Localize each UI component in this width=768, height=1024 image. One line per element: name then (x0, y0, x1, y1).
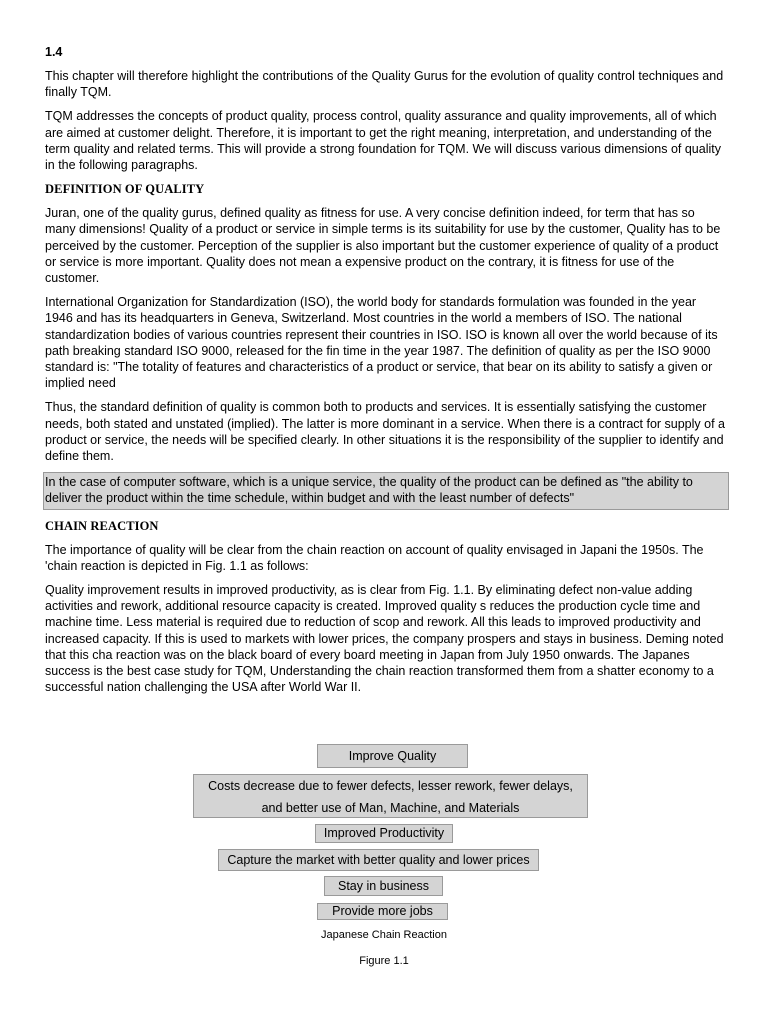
paragraph-tqm: TQM addresses the concepts of product quality, process control, quality assurance and quality improvements, all of which are aimed at customer delight. Therefore, it is important to get the right meaning, interpretation, and understanding of the term quality and related terms. This will provide a strong foundation for TQM. We will discuss various dimensions of quality in the following paragraphs. (45, 109, 721, 173)
diagram-box-improve-quality (317, 744, 468, 768)
figure-label: Figure 1.1 (359, 955, 409, 967)
diagram-box-costs-decrease (193, 774, 588, 818)
heading-definition-of-quality: DEFINITION OF QUALITY (45, 182, 205, 197)
diagram-box-label: Improved Productivity (323, 826, 445, 840)
diagram-box-label: Provide more jobs (332, 904, 433, 918)
diagram-box-label: Improve Quality (348, 749, 437, 763)
diagram-box-stay-in-business (324, 876, 443, 896)
diagram-box-label-line1: Costs decrease due to fewer defects, lesser rework, fewer delays, (208, 779, 573, 793)
paragraph-chain-intro: The importance of quality will be clear from the chain reaction on account of quality envisaged in Japani the 1950s. The 'chain reaction is depicted in Fig. 1.1 as follows: (45, 542, 704, 573)
highlighted-software-quality-note: In the case of computer software, which is a unique service, the quality of the product can be defined as "the ability to deliver the product within the time schedule, within budget and with the least number of defects" (43, 472, 729, 509)
diagram-box-label: Stay in business (337, 879, 430, 893)
section-number: 1.4 (45, 45, 63, 59)
paragraph-iso: International Organization for Standardization (ISO), the world body for standards formulation was founded in the year 1946 and has its headquarters in Geneva, Switzerland. Most countries in the world a members of ISO. The national standardization bodies of various countries represent their countries in ISO. ISO is known all over the world because of its path breaking standard ISO 9000, released for the fin time in the year 1987. The definition of quality as per the ISO 9000 standard is: "The totality of features and characteristics of a product or service, that bear on its ability to satisfy a given or implied need (45, 295, 718, 391)
paragraph-standard-definition: Thus, the standard definition of quality is common both to products and services. It is essentially satisfying the customer needs, both stated and unstated (implied). The latter is more dominant in a service. When there is a contract for supply of a product or service, the needs will be specified clearly. In other situations it is the responsibility of the supplier to identify and define them. (45, 400, 725, 464)
paragraph-intro: This chapter will therefore highlight the contributions of the Quality Gurus for the evolution of quality control techniques and finally TQM. (45, 69, 724, 100)
diagram-box-label: Capture the market with better quality and lower prices (227, 853, 530, 867)
diagram-box-improved-productivity (315, 824, 453, 843)
paragraph-chain-body: Quality improvement results in improved productivity, as is clear from Fig. 1.1. By eliminating defect non-value adding activities and rework, additional resource capacity is created. Improved quality s reduces the production cycle time and machine time. Less material is required due to reduction of scop and rework. All this leads to improved productivity and increased capacity. If this is used to markets with lower prices, the company prospers and stays in business. Deming noted that this cha reaction was on the black board of every board meeting in Japan from July 1950 onwards. The Japanes success is the best case study for TQM, Understanding the chain reaction transformed them from a shatter economy to a successful nation challenging the USA after World War II. (45, 583, 724, 695)
paragraph-juran: Juran, one of the quality gurus, defined quality as fitness for use. A very concise definition indeed, for term that has so many dimensions! Quality of a product or service in simple terms is its suitability for use by the customer, Quality has to be perceived by the customer. Perception of the supplier is also important but the customer experience of quality of a product or service is more important. Quality does not mean a expensive product on the contrary, it is fitness for use of the customer. (45, 206, 721, 286)
diagram-box-provide-more-jobs (317, 903, 448, 920)
heading-chain-reaction: CHAIN REACTION (45, 518, 159, 533)
diagram-caption: Japanese Chain Reaction (321, 929, 447, 941)
document-body (45, 44, 725, 704)
diagram-box-label-line2: and better use of Man, Machine, and Materials (261, 801, 520, 815)
diagram-box-capture-market (218, 849, 539, 871)
chain-reaction-diagram (0, 740, 768, 980)
